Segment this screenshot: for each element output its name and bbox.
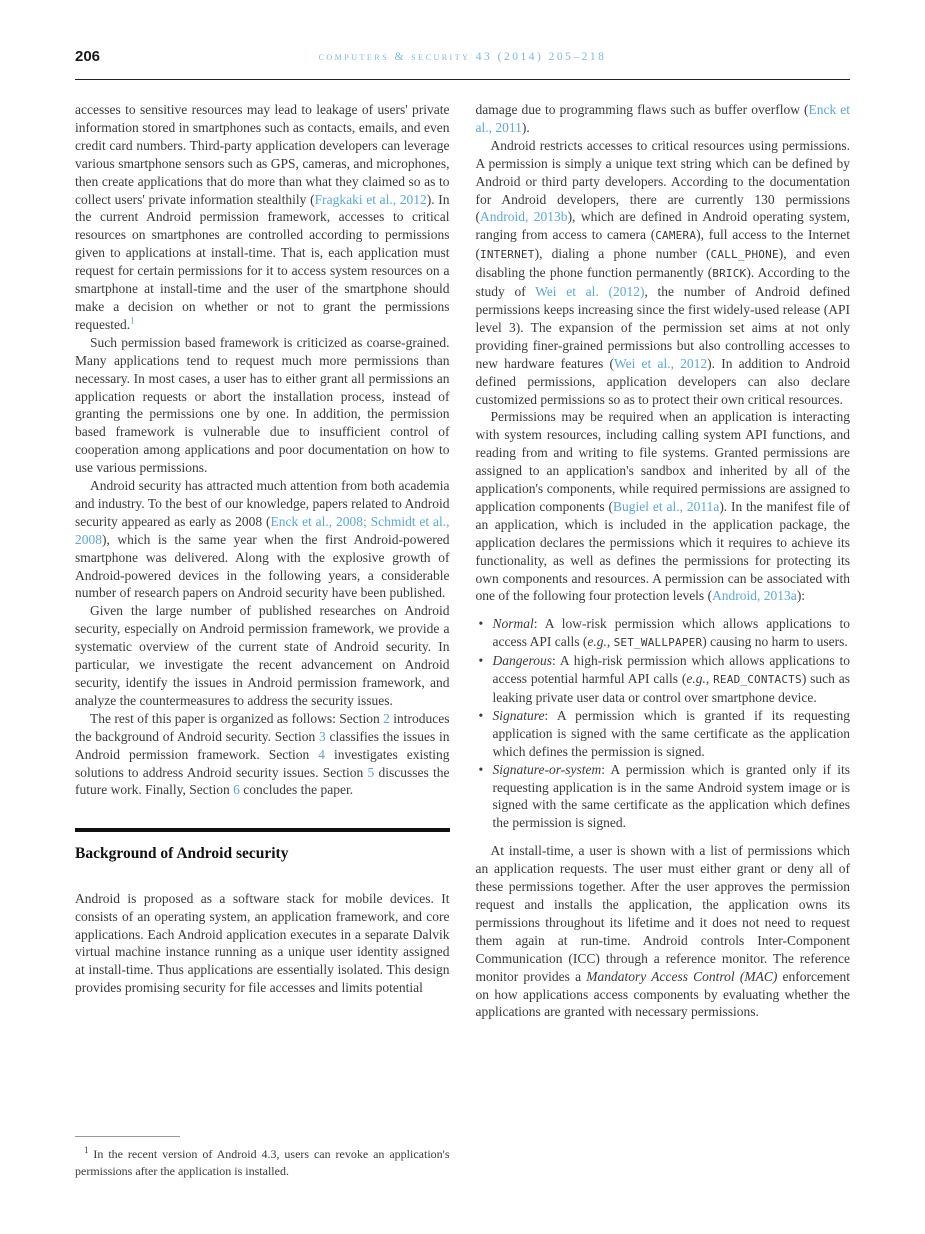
text-run: damage due to programming flaws such as buffer overflow ( — [475, 102, 809, 117]
text-run: introduces the background of Android security. Section — [75, 710, 450, 744]
permission-code: SET_WALLPAPER — [613, 636, 703, 650]
text-run: classifies the issues in Android permission framework. Section — [75, 728, 450, 762]
header-rule — [75, 79, 850, 80]
footnote-marker: 1 — [84, 1145, 89, 1155]
text-run: ). According to the study of — [475, 265, 850, 300]
right-column-blocks — [476, 101, 851, 1021]
citation-link[interactable]: Enck et al., 2008; Schmidt et al., 2008 — [75, 513, 450, 547]
footnote-ref-link[interactable]: 1 — [130, 315, 135, 326]
emphasis-text: e.g. — [587, 634, 607, 650]
paragraph — [75, 710, 450, 800]
left-column-blocks — [75, 101, 450, 997]
text-run: ), dialing a phone number ( — [534, 246, 711, 262]
citation-link[interactable]: Wei et al., 2012 — [613, 355, 708, 371]
text-run: : A permission which is granted only if its requesting application is in the same Android system image or is signed with the same certificate as the application which defines the permission is signed. — [492, 761, 850, 831]
text-run: Android restricts accesses to critical resources using permissions. A permission is simply a unique text string which can be defined by Android or third party developers. According to the documentation for Android developers, there are currently 130 permissions ( — [475, 137, 850, 225]
text-run: : A permission which is granted if its requesting application is signed with the same certificate as the application which defines the permission is signed. — [492, 707, 850, 759]
text-run: , — [705, 671, 714, 687]
text-run: At install-time, a user is shown with a list of permissions which an application requests. The user must either grant or deny all of these permissions together. After the user approves the permission request and installs the application, the application owns its permissions throughout its lifetime and it does not need to request them again at run-time. Android controls Inter-Component Communication (ICC) through a reference monitor. The reference monitor provides a — [475, 843, 850, 984]
text-run: ). — [521, 119, 530, 135]
text-run: ). In the manifest file of an application, which is included in the application package, the application declares the permissions which it requires to achieve its functionality, as well as defines the permissions for protecting its own components and resources. A permission can be associated with one of the following four protection levels ( — [475, 498, 850, 604]
text-run: ) causing no harm to users. — [702, 634, 848, 650]
paragraph — [75, 477, 450, 602]
paragraph — [75, 334, 450, 477]
page-content — [75, 48, 850, 1179]
two-column-body — [75, 101, 850, 1179]
citation-link[interactable]: Android, 2013b — [480, 209, 568, 225]
section-heading: Background of Android security — [75, 844, 289, 862]
text-run: investigates existing solutions to address Android security issues. Section — [75, 746, 450, 780]
emphasis-text: e.g. — [686, 671, 706, 687]
permission-code: INTERNET — [480, 248, 535, 262]
citation-link[interactable]: 5 — [367, 764, 375, 780]
text-run: accesses to sensitive resources may lead to leakage of users' private information stored in smartphones such as contacts, emails, and even credit card numbers. Third-party application developers can leverage various smartphone sensors such as GPS, cameras, and microphones, then create applications that do more than what they claimed so as to collect users' private information stealthily ( — [75, 102, 450, 207]
emphasis-text: Dangerous — [492, 653, 552, 669]
text-run: Android security has attracted much attention from both academia and industry. To the best of our knowledge, papers related to Android security appeared as early as 2008 ( — [75, 478, 450, 529]
text-run: , — [606, 634, 614, 650]
citation-link[interactable]: 2 — [383, 710, 390, 726]
footnote-text: In the recent version of Android 4.3, users can revoke an application's permissions after the application is installed. — [75, 1147, 450, 1178]
left-column — [75, 101, 450, 1179]
citation-link[interactable]: Fragkaki et al., 2012 — [314, 191, 427, 207]
footnote — [75, 1136, 450, 1179]
protection-level-item — [479, 615, 851, 652]
text-run: ), which are defined in Android operating system, ranging from access to camera ( — [475, 209, 851, 243]
text-run: Android is proposed as a software stack for mobile devices. It consists of an operating system, an application framework, and core applications. Each Android application executes in a separate Dalvik virtual machine instance running as a unique user identity assigned at install-time. Thus applications are essentially isolated. This design provides promising security for file accesses and limits potential — [75, 890, 450, 996]
permission-code: BRICK — [712, 267, 747, 281]
text-run: ). In the current Android permission framework, accesses to critical resources on smartphones are controlled according to permissions given to applications at install-time. That is, each application must request for certain permissions for it to access system resources on a smartphone at install-time and the user of the smartphone should make a decision on whether or not to grant the permissions requested. — [75, 191, 450, 332]
paragraph — [476, 137, 851, 409]
text-run: ), full access to the Internet ( — [475, 227, 850, 262]
text-run: ): — [796, 588, 806, 604]
citation-link[interactable]: Android, 2013a — [712, 588, 797, 604]
text-run: , the number of Android defined permissions keeps increasing since the first widely-used release (API level 3). The expansion of the permission set aims at not only providing finer-grained permissions but also controlling accesses to new hardware features ( — [475, 284, 850, 371]
citation-link[interactable]: Enck et al., 2011 — [475, 102, 851, 135]
text-run: Given the large number of published researches on Android security, especially on Android permission framework, we provide a systematic overview of the current state of Android security. In particular, we investigate the recent advancement on Android security, identify the issues in Android permission framework, and analyze the countermeasures to address the security issues. — [75, 603, 450, 708]
citation-link[interactable]: 4 — [318, 746, 326, 762]
text-run: discusses the future work. Finally, Section — [75, 764, 450, 798]
text-run: The rest of this paper is organized as follows: Section — [90, 710, 384, 726]
protection-level-item — [479, 652, 851, 707]
citation-link[interactable]: 3 — [318, 728, 326, 744]
section-heading-block — [75, 828, 450, 862]
text-run: enforcement on how applications access components by evaluating whether the applications are granted with necessary permissions. — [475, 968, 850, 1020]
permission-code: CALL_PHONE — [710, 248, 779, 262]
protection-level-list — [479, 615, 851, 832]
paragraph — [476, 101, 851, 137]
protection-level-item — [479, 707, 851, 761]
paragraph — [75, 101, 450, 334]
emphasis-text: Signature-or-system — [492, 761, 602, 777]
text-run: concludes the paper. — [239, 782, 354, 798]
right-column — [476, 101, 851, 1179]
text-run: Such permission based framework is criticized as coarse-grained. Many applications tend to request much more permissions than necessary. In most cases, a user has to either grant all permissions an application requests or abort the installation process, instead of granting the permissions one by one. In addition, the permission based framework is vulnerable due to insufficient control of cooperation among applications and poor documentation on how to use various permissions. — [75, 334, 450, 476]
paragraph — [476, 408, 851, 605]
text-run: Permissions may be required when an application is interacting with system resources, including calling system API functions, and reading from and writing to file systems. Granted permissions are assigned to an application's sandbox and inherited by all of the application's components, while required permissions are assigned to application components ( — [475, 409, 850, 514]
text-run: : A low-risk permission which allows applications to access API calls ( — [492, 616, 850, 650]
emphasis-text: Signature — [492, 707, 545, 723]
citation-link[interactable]: 6 — [233, 782, 240, 798]
paragraph — [476, 842, 851, 1021]
page-header — [75, 48, 850, 70]
text-run: ) such as leaking private user data or control over smartphone device. — [492, 671, 850, 705]
journal-title: computers & security 43 (2014) 205–218 — [318, 51, 607, 63]
section-heading-rule — [75, 828, 450, 832]
text-run: : A high-risk permission which allows applications to access potential harmful API calls ( — [492, 653, 850, 687]
emphasis-text: Normal — [492, 616, 534, 632]
text-run: ). In addition to Android defined permissions, application developers can also declare customized permissions so as to protect their own critical resources. — [475, 355, 850, 407]
emphasis-text: Mandatory Access Control (MAC) — [586, 968, 778, 984]
paragraph — [75, 602, 450, 709]
citation-link[interactable]: Bugiel et al., 2011a — [612, 498, 720, 514]
footnote-rule — [75, 1136, 180, 1137]
permission-code: CAMERA — [655, 229, 697, 243]
citation-link[interactable]: Wei et al. (2012) — [535, 284, 645, 300]
paragraph — [75, 890, 450, 997]
text-run: ), which is the same year when the first Android-powered smartphone was delivered. Along with the explosive growth of Android-powered devices in the following years, a considerable number of research papers on Android security have been published. — [75, 531, 450, 601]
permission-code: READ_CONTACTS — [713, 673, 802, 687]
protection-level-item — [479, 761, 851, 833]
page-number: 206 — [75, 48, 101, 65]
text-run: ), and even disabling the phone function permanently ( — [475, 246, 850, 281]
